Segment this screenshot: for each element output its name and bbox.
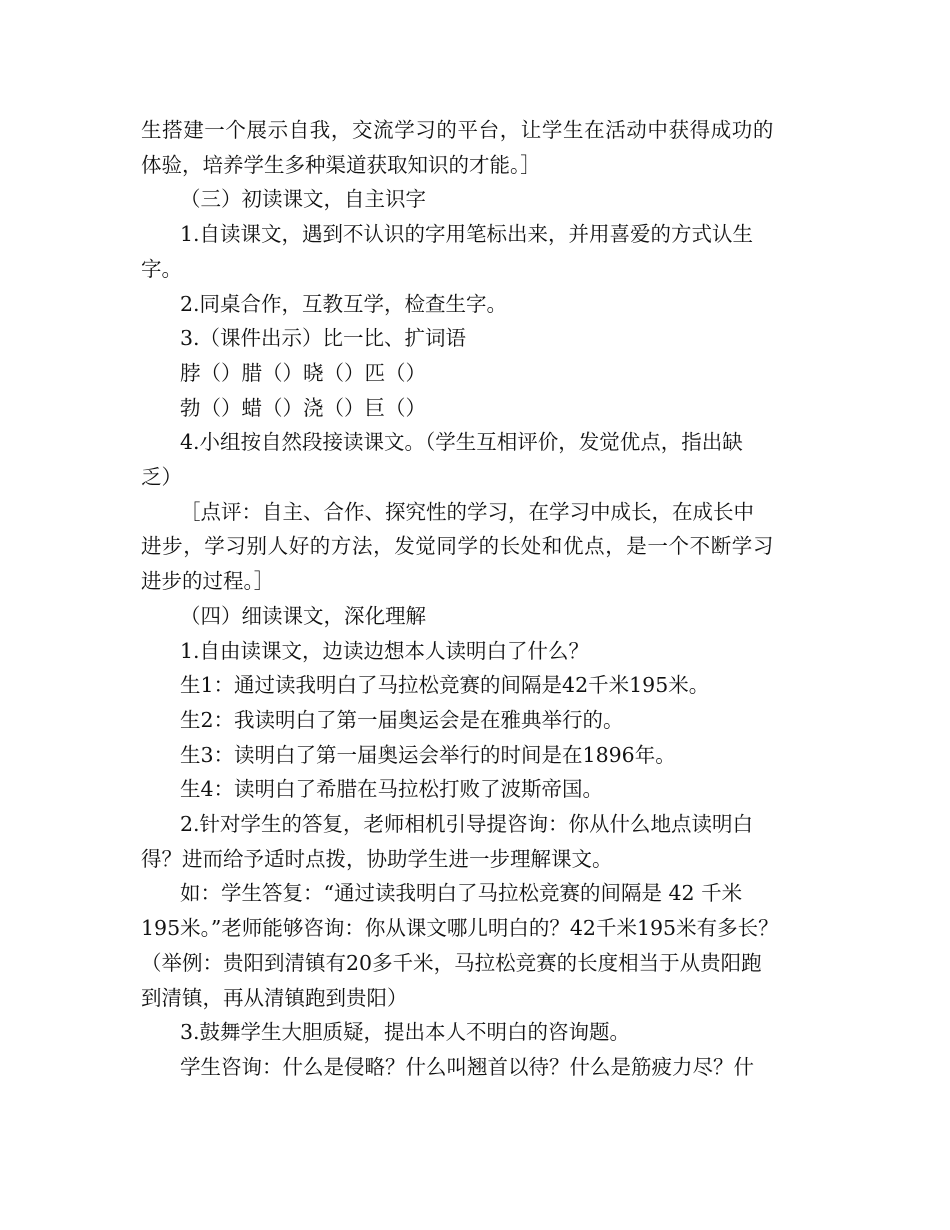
comment-line: 进步的过程。］: [141, 569, 275, 594]
paragraph-line: 1.自由读课文，边读边想本人读明白了什么？: [180, 638, 590, 663]
paragraph-line: 学生咨询：什么是侵略？什么叫翘首以待？什么是筋疲力尽？什: [180, 1054, 754, 1079]
student-answer-line: 生1：通过读我明白了马拉松竞赛的间隔是42千米195米。: [180, 673, 710, 698]
paragraph-line: 字。: [141, 256, 182, 281]
section-heading: （四）细读课文，深化理解: [180, 603, 426, 628]
paragraph-line: 如：学生答复：“通过读我明白了马拉松竞赛的间隔是 42 千米: [180, 881, 743, 906]
student-answer-line: 生2：我读明白了第一届奥运会是在雅典举行的。: [180, 707, 624, 732]
exercise-line: 脖（）腊（）晓（）匹（）: [180, 360, 426, 385]
document-body: [141, 113, 813, 1085]
paragraph-line: 2.同桌合作，互教互学，检查生字。: [180, 291, 508, 316]
paragraph-line: （举例：贵阳到清镇有20多千米，马拉松竞赛的长度相当于从贵阳跑: [141, 950, 762, 975]
paragraph-line: 得？进而给予适时点拨，协助学生进一步理解课文。: [141, 846, 613, 871]
paragraph-line: 乏）: [141, 465, 182, 490]
paragraph-line: 3.（课件出示）比一比、扩词语: [180, 326, 467, 351]
exercise-line: 勃（）蜡（）浇（）巨（）: [180, 395, 426, 420]
paragraph-line: 体验，培养学生多种渠道获取知识的才能。］: [141, 152, 541, 177]
student-answer-line: 生3：读明白了第一届奥运会举行的时间是在1896年。: [180, 742, 676, 767]
student-answer-line: 生4：读明白了希腊在马拉松打败了波斯帝国。: [180, 777, 604, 802]
section-heading: （三）初读课文，自主识字: [180, 187, 426, 212]
paragraph-line: 3.鼓舞学生大胆质疑，提出本人不明白的咨询题。: [180, 1020, 631, 1045]
paragraph-line: 到清镇，再从清镇跑到贵阳）: [141, 985, 408, 1010]
paragraph-line: 4.小组按自然段接读课文。（学生互相评价，发觉优点，指出缺: [180, 430, 743, 455]
comment-line: ［点评：自主、合作、探究性的学习，在学习中成长，在成长中: [180, 499, 754, 524]
paragraph-line: 生搭建一个展示自我，交流学习的平台，让学生在活动中获得成功的: [141, 118, 774, 142]
comment-line: 进步，学习别人好的方法，发觉同学的长处和优点，是一个不断学习: [141, 534, 774, 559]
paragraph-line: 2.针对学生的答复，老师相机引导提咨询：你从什么地点读明白: [180, 812, 754, 837]
paragraph-line: 195米。”老师能够咨询：你从课文哪儿明白的？42千米195米有多长？: [141, 916, 779, 941]
paragraph-line: 1.自读课文，遇到不认识的字用笔标出来，并用喜爱的方式认生: [180, 222, 754, 247]
